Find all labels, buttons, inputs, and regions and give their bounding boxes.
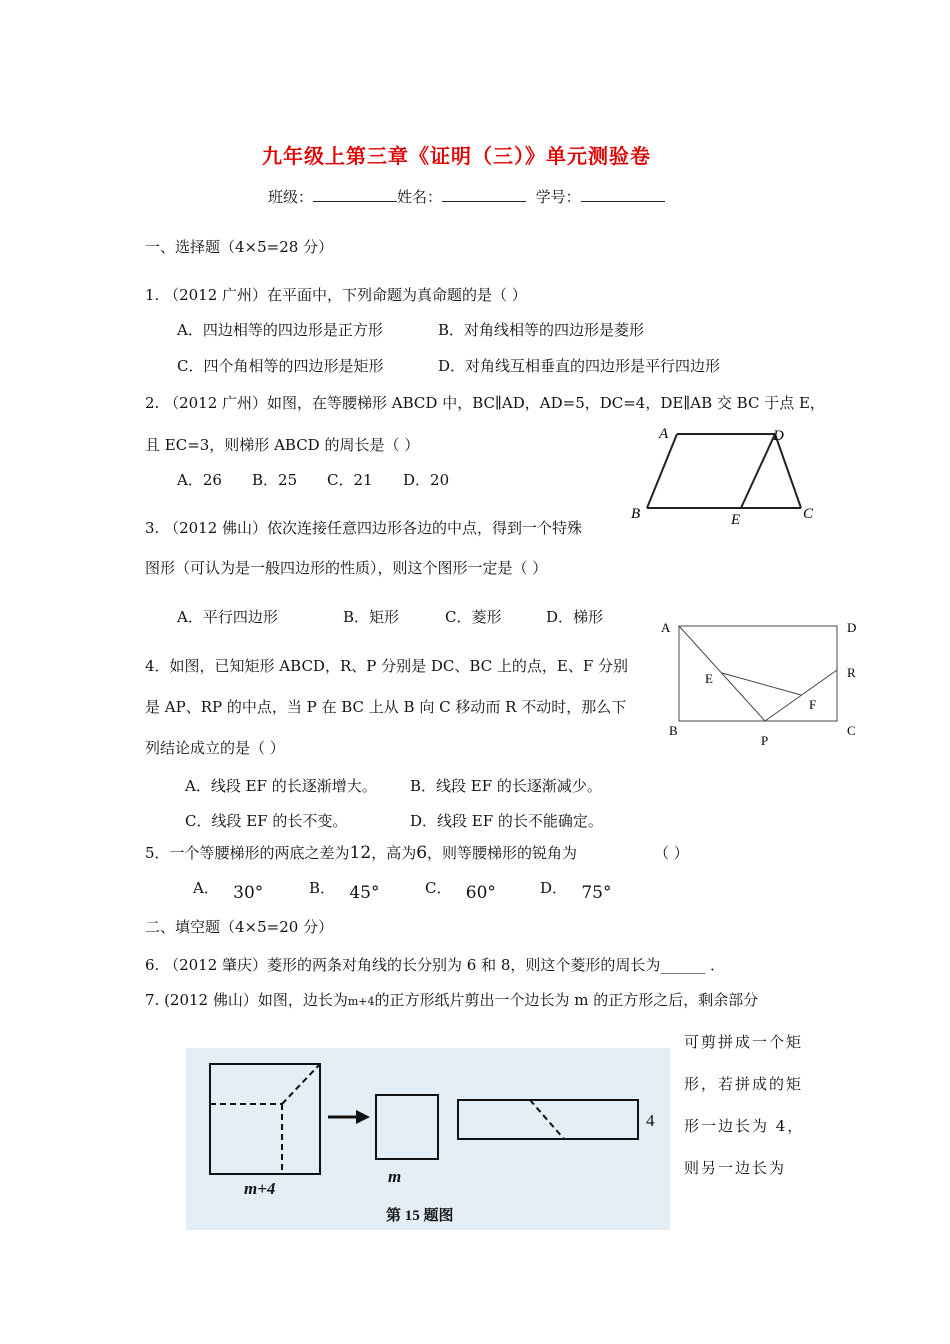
q2-stem-line1: 2. （2012 广州）如图，在等腰梯形 ABCD 中，BC∥AD，AD=5，DC=4，DE∥AB 交 BC 于点 E， <box>145 394 825 412</box>
q2-label-b: B <box>631 506 641 522</box>
q2-option-b[interactable]: B．25 <box>252 471 298 489</box>
q7-stem-a: 7. (2012 佛山）如图，边长为 <box>145 991 348 1009</box>
q5-option-b-letter: B． <box>309 879 336 897</box>
q3-option-b[interactable]: B．矩形 <box>343 608 400 626</box>
q5-paren: （ ） <box>654 844 689 862</box>
trapezoid-lines <box>647 434 801 508</box>
q1-option-c[interactable]: C．四个角相等的四边形是矩形 <box>177 357 384 375</box>
q5-stem-a: 5．一个等腰梯形的两底之差为 <box>145 844 350 862</box>
q1-option-d[interactable]: D．对角线互相垂直的四边形是平行四边形 <box>438 357 721 375</box>
q5-stem <box>145 843 577 863</box>
q2-stem-line2: 且 EC=3，则梯形 ABCD 的周长是（ ） <box>145 436 420 454</box>
q5-option-c-value: 60° <box>465 883 496 903</box>
page-title: 九年级上第三章《证明（三）》单元测验卷 <box>262 144 651 168</box>
q7-side: m+4 <box>347 995 375 1008</box>
q4-label-p: P <box>761 733 769 748</box>
q5-option-b-value: 45° <box>349 883 380 903</box>
q5-stem-b: ，高为 <box>371 844 417 862</box>
q4-label-e: E <box>705 671 713 686</box>
q5-option-c-letter: C． <box>425 879 452 897</box>
q4-option-d[interactable]: D．线段 EF 的长不能确定。 <box>410 812 603 830</box>
q2-option-c[interactable]: C．21 <box>327 471 373 489</box>
q3-option-c[interactable]: C．菱形 <box>445 608 502 626</box>
q7-side-line1: 可剪拼成一个矩 <box>684 1033 804 1051</box>
q7-stem-b: 的正方形纸片剪出一个边长为 m 的正方形之后，剩余部分 <box>374 991 759 1009</box>
q4-stem-line1: 4．如图，已知矩形 ABCD，R、P 分别是 DC、BC 上的点，E、F 分别 <box>145 657 629 675</box>
q4-option-a[interactable]: A．线段 EF 的长逐渐增大。 <box>185 777 377 795</box>
class-label: 班级： <box>268 188 314 206</box>
arrow-icon <box>328 1110 370 1124</box>
q7-label-small: m <box>388 1167 402 1186</box>
q2-label-c: C <box>803 506 814 522</box>
q4-label-f: F <box>809 697 817 712</box>
q4-label-b: B <box>669 723 678 738</box>
q7-caption: 第 15 题图 <box>386 1208 454 1224</box>
q3-stem-line2: 图形（可认为是一般四边形的性质），则这个图形一定是（ ） <box>145 559 548 577</box>
q1-option-a[interactable]: A．四边相等的四边形是正方形 <box>177 321 383 339</box>
q2-label-e: E <box>731 512 741 528</box>
q5-option-a-value: 30° <box>233 883 264 903</box>
q1-option-b[interactable]: B．对角线相等的四边形是菱形 <box>438 321 645 339</box>
q4-stem-line2: 是 AP、RP 的中点，当 P 在 BC 上从 B 向 C 移动而 R 不动时，那么下 <box>145 698 627 716</box>
q4-label-c: C <box>847 723 856 738</box>
q4-stem-line3: 列结论成立的是（ ） <box>145 739 285 757</box>
q7-side-line3: 形一边长为 4， <box>684 1117 805 1135</box>
q5-option-a-letter: A． <box>193 879 219 897</box>
q4-option-b[interactable]: B．线段 EF 的长逐渐减少。 <box>410 777 602 795</box>
id-label: 学号： <box>535 188 581 206</box>
q4-option-c[interactable]: C．线段 EF 的长不变。 <box>185 812 348 830</box>
id-blank[interactable] <box>581 187 665 202</box>
q2-label-d: D <box>773 428 784 444</box>
section1-heading: 一、选择题（4×5=28 分） <box>145 238 334 256</box>
name-label: 姓名： <box>397 188 443 206</box>
q4-label-a: A <box>661 620 671 635</box>
q5-stem-c: ，则等腰梯形的锐角为 <box>427 844 578 862</box>
q7-side-line4: 则另一边长为 <box>684 1159 787 1177</box>
q4-label-r: R <box>847 665 856 680</box>
q5-height: 6 <box>416 843 428 863</box>
q3-option-d[interactable]: D．梯形 <box>546 608 604 626</box>
q5-option-c[interactable] <box>425 878 496 903</box>
q5-option-a[interactable] <box>193 878 264 903</box>
small-square <box>376 1095 438 1159</box>
q2-option-a[interactable]: A．26 <box>177 471 222 489</box>
student-info-row <box>268 187 665 207</box>
q4-rectangle-figure <box>655 612 870 762</box>
q4-label-d: D <box>847 620 857 635</box>
q2-trapezoid-figure <box>625 420 825 530</box>
q7-shapes <box>210 1064 638 1174</box>
q7-label-big: m+4 <box>244 1179 276 1198</box>
cut-rectangle <box>458 1100 638 1139</box>
q2-label-a: A <box>659 426 669 442</box>
q2-option-d[interactable]: D．20 <box>403 471 450 489</box>
q6-stem: 6. （2012 肇庆）菱形的两条对角线的长分别为 6 和 8，则这个菱形的周长为______ ． <box>145 956 726 974</box>
q5-option-b[interactable] <box>309 878 380 903</box>
q3-option-a[interactable]: A．平行四边形 <box>177 608 278 626</box>
q7-figure-svg <box>186 1048 670 1230</box>
section2-heading: 二、填空题（4×5=20 分） <box>145 918 334 936</box>
q7-figure <box>186 1048 670 1230</box>
class-blank[interactable] <box>313 187 397 202</box>
q5-option-d[interactable] <box>540 878 612 903</box>
q7-side-line2: 形，若拼成的矩 <box>684 1075 804 1093</box>
q7-label-rect: 4 <box>646 1111 655 1130</box>
name-blank[interactable] <box>442 187 526 202</box>
q1-stem: 1. （2012 广州）在平面中，下列命题为真命题的是（ ） <box>145 286 527 304</box>
q5-option-d-value: 75° <box>581 883 612 903</box>
q3-stem-line1: 3. （2012 佛山）依次连接任意四边形各边的中点，得到一个特殊 <box>145 519 583 537</box>
q5-diff: 12 <box>349 843 372 863</box>
q7-stem <box>145 990 758 1012</box>
q5-option-d-letter: D． <box>540 879 568 897</box>
